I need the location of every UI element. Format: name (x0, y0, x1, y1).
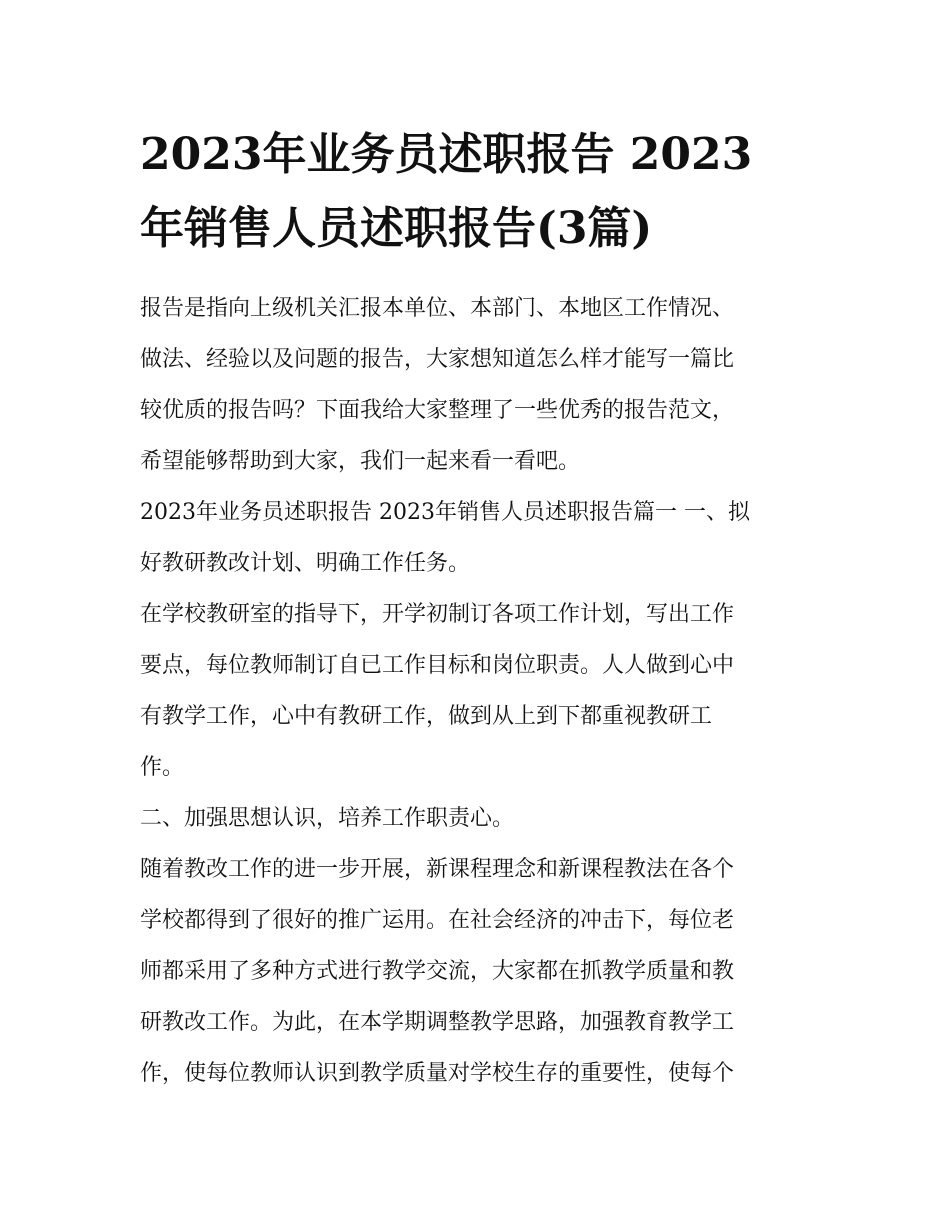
text-line: 希望能够帮助到大家，我们一起来看一看吧。 (140, 449, 581, 474)
text-line: 随着教改工作的进一步开展，新课程理念和新课程教法在各个 (140, 857, 735, 882)
text-line: 研教改工作。为此，在本学期调整教学思路，加强教育教学工 (140, 1010, 735, 1035)
document-title (140, 118, 812, 266)
text-line: 较优质的报告吗？下面我给大家整理了一些优秀的报告范文， (140, 398, 735, 423)
title-line: 年销售人员述职报告(3篇) (140, 203, 653, 254)
body-paragraph (140, 844, 812, 1099)
text-line: 有教学工作，心中有教研工作，做到从上到下都重视教研工 (140, 704, 713, 729)
text-line: 报告是指向上级机关汇报本单位、本部门、本地区工作情况、 (140, 296, 735, 321)
intro-paragraph (140, 283, 812, 487)
text-line: 好教研教改计划、明确工作任务。 (140, 551, 471, 576)
text-line: 要点，每位教师制订自已工作目标和岗位职责。人人做到心中 (140, 653, 735, 678)
subheading-paragraph (140, 793, 812, 844)
document-page (140, 118, 812, 1099)
text-line: 做法、经验以及问题的报告，大家想知道怎么样才能写一篇比 (140, 347, 735, 372)
text-line: 在学校教研室的指导下，开学初制订各项工作计划，写出工作 (140, 602, 735, 627)
text-line: 作，使每位教师认识到教学质量对学校生存的重要性，使每个 (140, 1061, 735, 1086)
text-line: 作。 (140, 755, 185, 780)
body-paragraph (140, 589, 812, 793)
title-line: 2023年业务员述职报告 2023 (140, 129, 753, 180)
text-line: 师都采用了多种方式进行教学交流，大家都在抓教学质量和教 (140, 959, 735, 984)
text-line: 2023年业务员述职报告 2023年销售人员述职报告篇一 一、拟 (140, 500, 750, 525)
section-heading-paragraph (140, 487, 812, 589)
text-line: 二、加强思想认识，培养工作职责心。 (140, 806, 515, 831)
text-line: 学校都得到了很好的推广运用。在社会经济的冲击下，每位老 (140, 908, 735, 933)
